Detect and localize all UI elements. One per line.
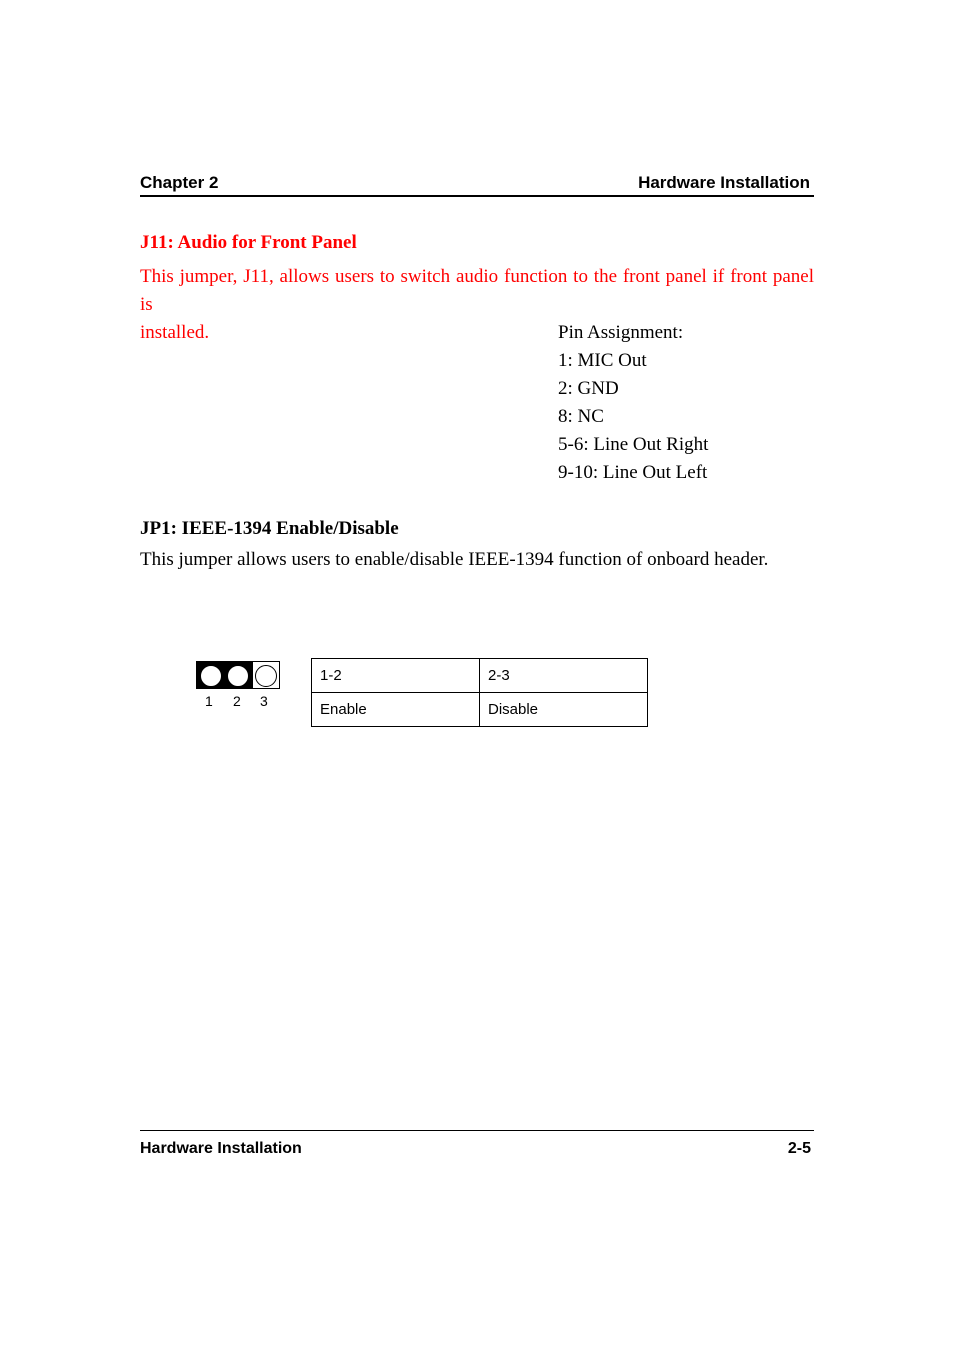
j11-description-line-2: installed. bbox=[140, 322, 210, 343]
pin-assignment-heading: Pin Assignment: bbox=[558, 322, 684, 343]
table-cell: 2-3 bbox=[480, 659, 648, 693]
j11-description bbox=[140, 263, 814, 347]
j11-title: J11: Audio for Front Panel bbox=[140, 232, 357, 253]
page-number: 2-5 bbox=[787, 1140, 811, 1157]
pin-assignment-item: 9-10: Line Out Left bbox=[558, 462, 708, 483]
footer-section: Hardware Installation bbox=[140, 1140, 302, 1157]
header-section: Hardware Installation bbox=[638, 173, 810, 192]
table-row bbox=[312, 693, 648, 727]
jumper-pin bbox=[255, 665, 277, 687]
table-row bbox=[312, 659, 648, 693]
header-chapter: Chapter 2 bbox=[140, 173, 219, 192]
jp1-setting-table bbox=[311, 658, 648, 727]
jp1-title: JP1: IEEE-1394 Enable/Disable bbox=[140, 518, 399, 539]
jumper-pin bbox=[227, 665, 249, 687]
j11-description-line-1: This jumper, J11, allows users to switch audio function to the front panel if front panel is bbox=[140, 266, 814, 315]
pin-number-label: 3 bbox=[260, 693, 268, 709]
footer-divider bbox=[140, 1130, 814, 1131]
page-header bbox=[140, 173, 814, 197]
table-cell: 1-2 bbox=[312, 659, 480, 693]
pin-assignment-item: 8: NC bbox=[558, 406, 604, 427]
table-cell: Enable bbox=[312, 693, 480, 727]
pin-number-label: 1 bbox=[205, 693, 213, 709]
pin-assignment-item: 2: GND bbox=[558, 378, 619, 399]
table-cell: Disable bbox=[480, 693, 648, 727]
pin-assignment-item: 5-6: Line Out Right bbox=[558, 434, 709, 455]
pin-assignment-list bbox=[558, 319, 708, 487]
pin-number-label: 2 bbox=[233, 693, 241, 709]
jumper-pin bbox=[200, 665, 222, 687]
jp1-description: This jumper allows users to enable/disable IEEE-1394 function of onboard header. bbox=[140, 549, 769, 570]
jumper-diagram bbox=[196, 661, 280, 689]
pin-assignment-item: 1: MIC Out bbox=[558, 350, 647, 371]
